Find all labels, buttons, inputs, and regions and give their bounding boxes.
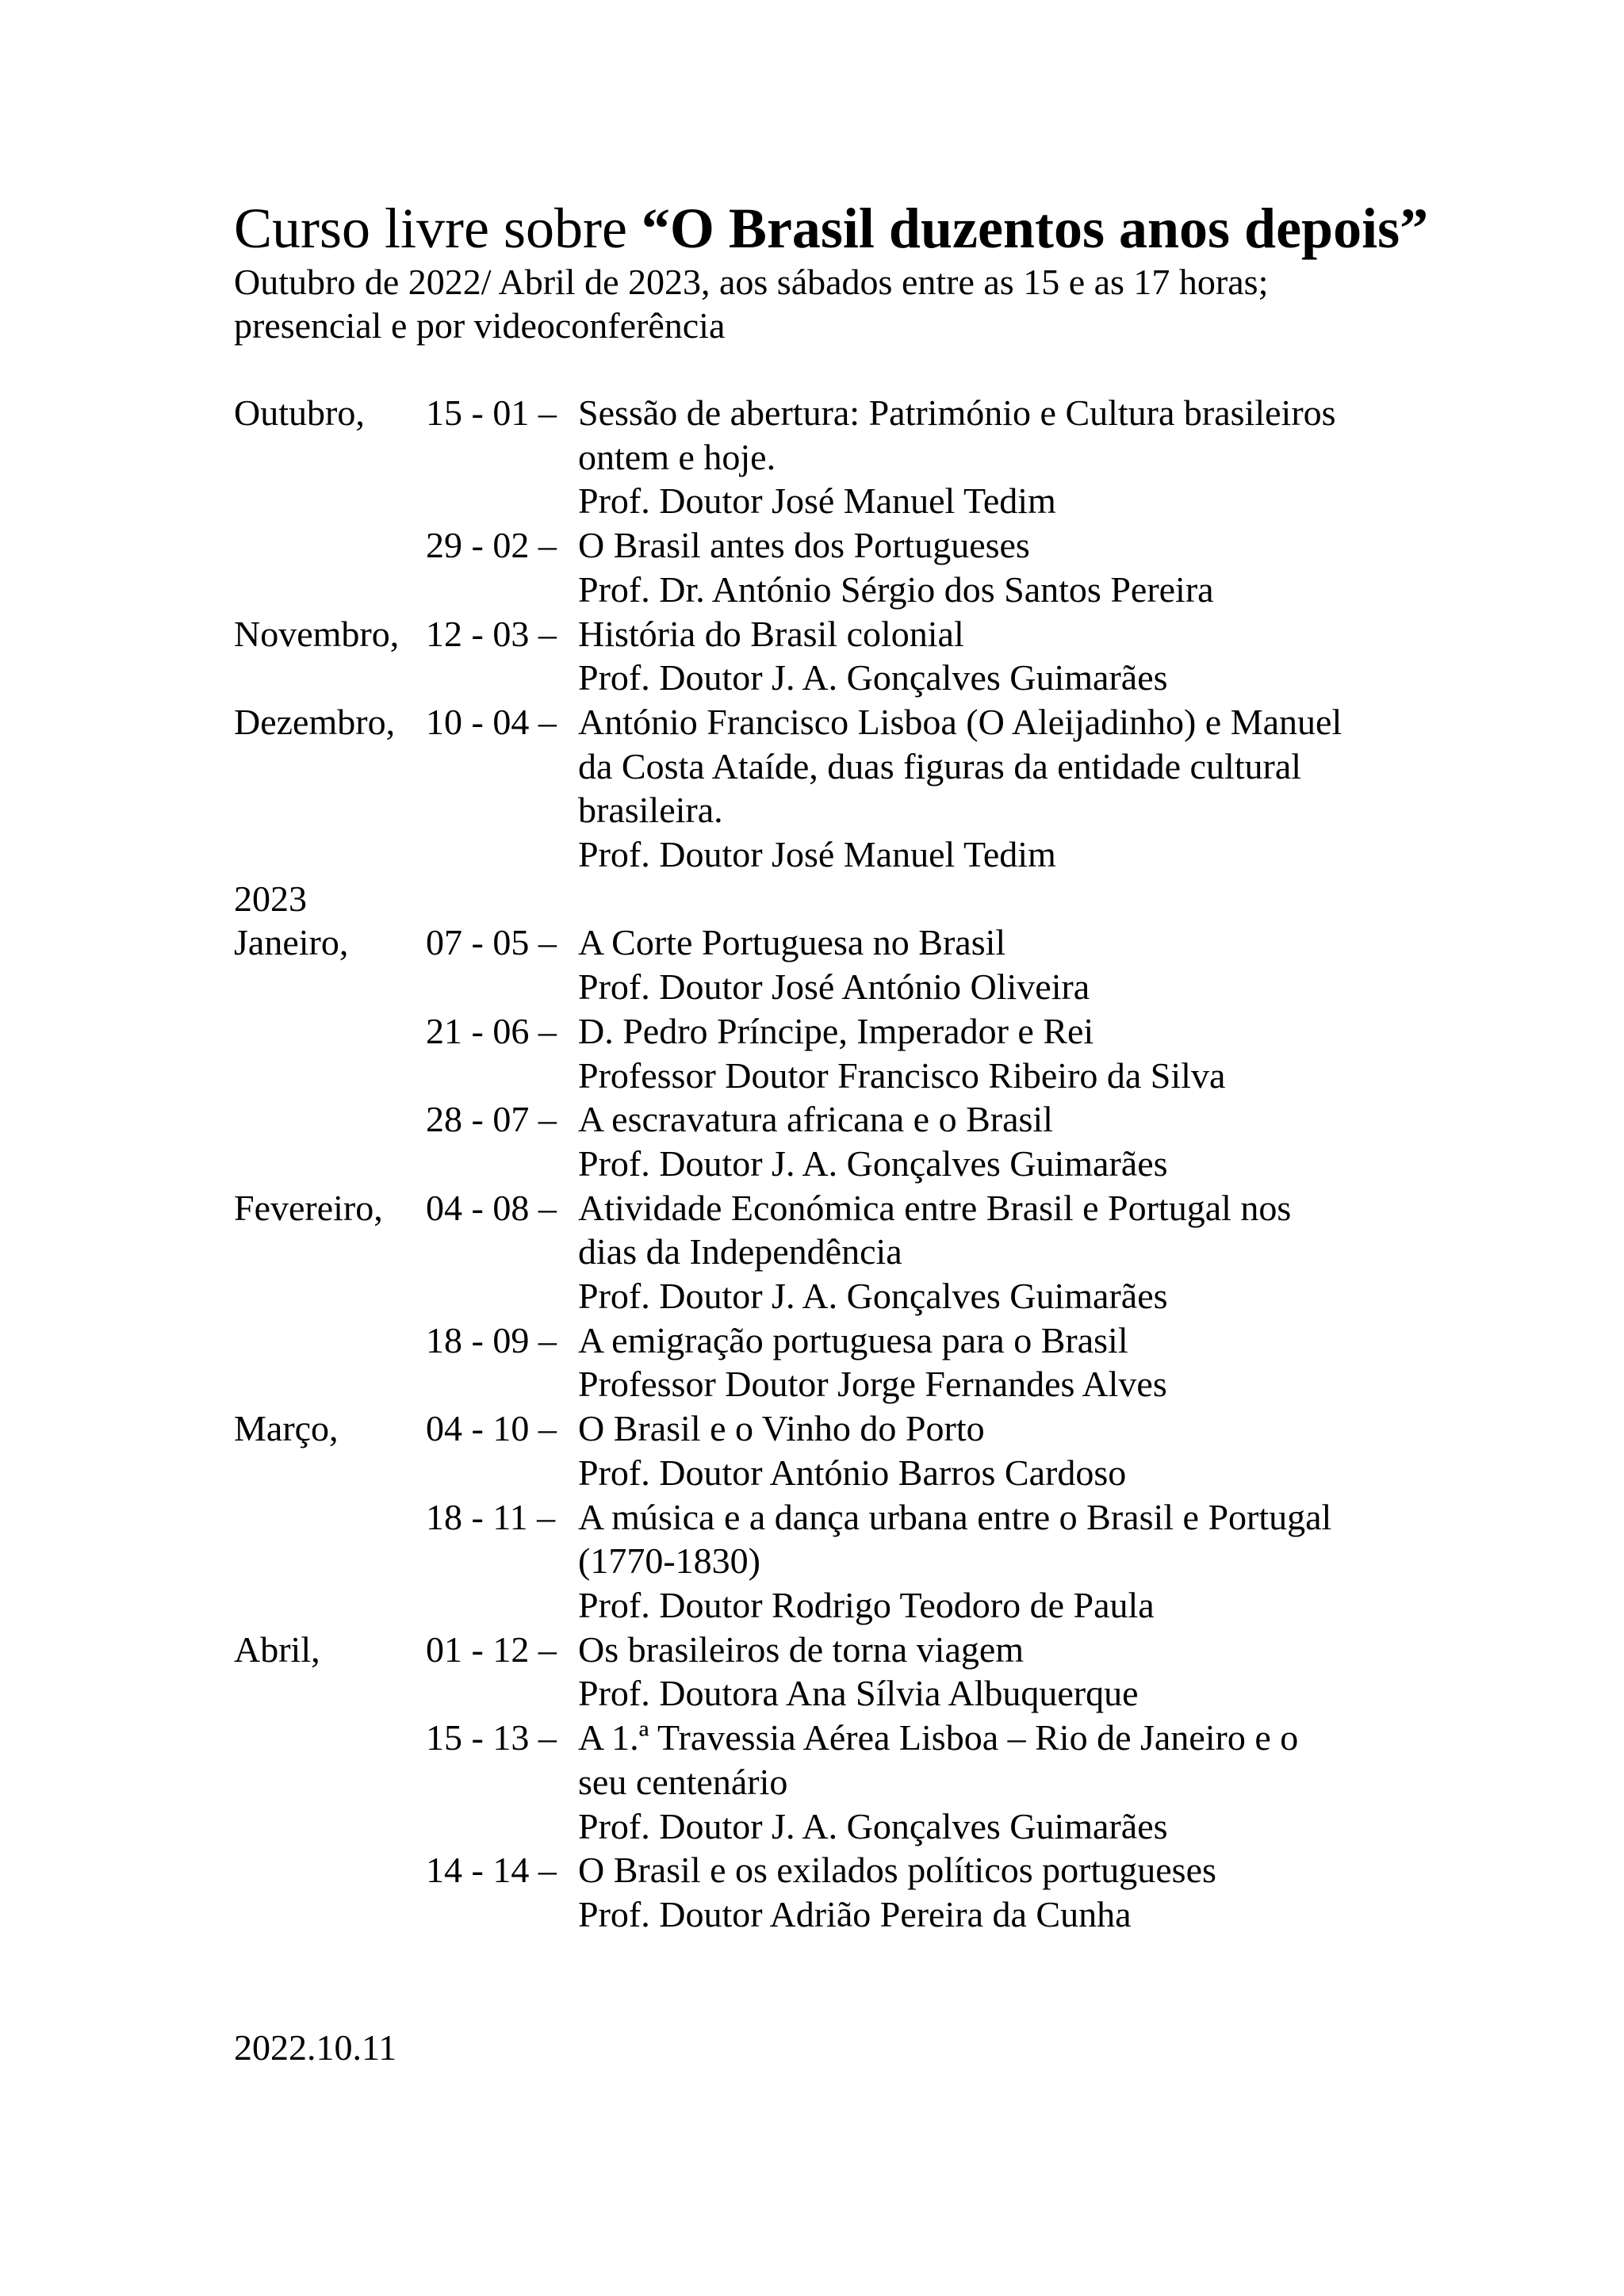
session-speaker: Prof. Doutora Ana Sílvia Albuquerque (578, 1673, 1139, 1714)
session-topic-line: A música e a dança urbana entre o Brasil e Portugal (578, 1496, 1332, 1537)
session-number: 12 - 03 – (426, 613, 557, 654)
session-row (234, 391, 1423, 523)
session-row (234, 1318, 1423, 1406)
session-month: Março, (234, 1408, 339, 1449)
session-speaker: Prof. Dr. António Sérgio dos Santos Pereira (578, 568, 1214, 610)
session-topic-line: seu centenário (578, 1761, 788, 1802)
session-speaker: Prof. Doutor José Manuel Tedim (578, 480, 1056, 522)
session-topic-line: O Brasil e os exilados políticos portugueses (578, 1850, 1216, 1891)
session-row (234, 1628, 1423, 1716)
session-content (578, 1097, 1379, 1185)
session-number: 04 - 08 – (426, 1187, 557, 1228)
session-content (578, 391, 1379, 523)
session-content (578, 1848, 1379, 1936)
session-row (234, 920, 1423, 1008)
session-speaker: Prof. Doutor António Barros Cardoso (578, 1452, 1127, 1493)
session-number: 07 - 05 – (426, 922, 557, 963)
session-row (234, 523, 1423, 611)
session-speaker: Prof. Doutor Adrião Pereira da Cunha (578, 1893, 1132, 1934)
subtitle-line: presencial e por videoconferência (234, 305, 726, 346)
session-topic-line: A 1.ª Travessia Aérea Lisboa – Rio de Janeiro e o (578, 1717, 1299, 1758)
session-topic-line: Sessão de abertura: Património e Cultura brasileiros (578, 392, 1336, 433)
session-speaker: Prof. Doutor José Manuel Tedim (578, 834, 1056, 875)
session-topic-line: O Brasil antes dos Portugueses (578, 525, 1030, 566)
title-prefix: Curso livre sobre (234, 197, 642, 260)
session-month: Novembro, (234, 613, 400, 654)
session-row (234, 1097, 1423, 1185)
session-speaker: Prof. Doutor José António Oliveira (578, 966, 1090, 1008)
session-number: 18 - 11 – (426, 1496, 556, 1537)
session-content (578, 1009, 1379, 1097)
session-content (578, 1495, 1379, 1628)
session-month: Fevereiro, (234, 1187, 383, 1228)
session-topic-line: O Brasil e o Vinho do Porto (578, 1408, 985, 1449)
session-content (578, 1406, 1379, 1494)
year-heading: 2023 (234, 878, 307, 919)
subtitle-line: Outubro de 2022/ Abril de 2023, aos sábados entre as 15 e as 17 horas; (234, 262, 1269, 302)
course-schedule-info (234, 260, 1268, 347)
session-topic-line: (1770-1830) (578, 1540, 760, 1582)
session-month: Janeiro, (234, 922, 349, 963)
session-topic-line: A Corte Portuguesa no Brasil (578, 922, 1006, 963)
session-topic-line: A emigração portuguesa para o Brasil (578, 1319, 1128, 1360)
session-content (578, 1186, 1379, 1318)
title-course-name: “O Brasil duzentos anos depois” (641, 197, 1429, 260)
session-month: Outubro, (234, 392, 365, 433)
session-speaker: Professor Doutor Jorge Fernandes Alves (578, 1364, 1167, 1405)
session-topic-line: Atividade Económica entre Brasil e Portugal nos (578, 1187, 1292, 1228)
session-content (578, 920, 1379, 1008)
session-topic-line: brasileira. (578, 790, 723, 831)
session-number: 18 - 09 – (426, 1319, 557, 1360)
session-row (234, 1186, 1423, 1318)
session-row (234, 1495, 1423, 1628)
session-number: 14 - 14 – (426, 1850, 557, 1891)
session-number: 15 - 01 – (426, 392, 557, 433)
document-title (234, 197, 1428, 260)
session-number: 21 - 06 – (426, 1010, 557, 1051)
session-topic-line: D. Pedro Príncipe, Imperador e Rei (578, 1010, 1094, 1051)
session-row (234, 612, 1423, 700)
session-speaker: Prof. Doutor J. A. Gonçalves Guimarães (578, 1276, 1168, 1317)
session-content (578, 1628, 1379, 1716)
session-row (234, 1406, 1423, 1494)
session-number: 04 - 10 – (426, 1408, 557, 1449)
session-topic-line: Os brasileiros de torna viagem (578, 1628, 1025, 1670)
session-content (578, 700, 1379, 877)
session-row (234, 700, 1423, 877)
session-topic-line: dias da Independência (578, 1231, 902, 1272)
session-topic-line: História do Brasil colonial (578, 613, 964, 654)
session-content (578, 523, 1379, 611)
session-speaker: Professor Doutor Francisco Ribeiro da Silva (578, 1054, 1226, 1096)
session-content (578, 612, 1379, 700)
session-speaker: Prof. Doutor Rodrigo Teodoro de Paula (578, 1584, 1155, 1625)
session-row (234, 1716, 1423, 1848)
session-number: 10 - 04 – (426, 701, 557, 742)
session-month: Abril, (234, 1628, 320, 1670)
session-content (578, 1318, 1379, 1406)
session-topic-line: António Francisco Lisboa (O Aleijadinho) e Manuel (578, 701, 1342, 742)
session-topic-line: da Costa Ataíde, duas figuras da entidade cultural (578, 745, 1302, 786)
session-number: 29 - 02 – (426, 525, 557, 566)
session-schedule (234, 391, 1423, 1937)
session-number: 01 - 12 – (426, 1628, 557, 1670)
session-month: Dezembro, (234, 701, 396, 742)
session-topic-line: ontem e hoje. (578, 436, 776, 477)
session-topic-line: A escravatura africana e o Brasil (578, 1099, 1053, 1140)
session-speaker: Prof. Doutor J. A. Gonçalves Guimarães (578, 657, 1168, 698)
document-date: 2022.10.11 (234, 2027, 397, 2068)
session-content (578, 1716, 1379, 1848)
session-number: 28 - 07 – (426, 1099, 557, 1140)
session-row (234, 1848, 1423, 1936)
session-speaker: Prof. Doutor J. A. Gonçalves Guimarães (578, 1142, 1168, 1184)
session-row (234, 1009, 1423, 1097)
session-speaker: Prof. Doutor J. A. Gonçalves Guimarães (578, 1805, 1168, 1846)
session-number: 15 - 13 – (426, 1717, 557, 1758)
